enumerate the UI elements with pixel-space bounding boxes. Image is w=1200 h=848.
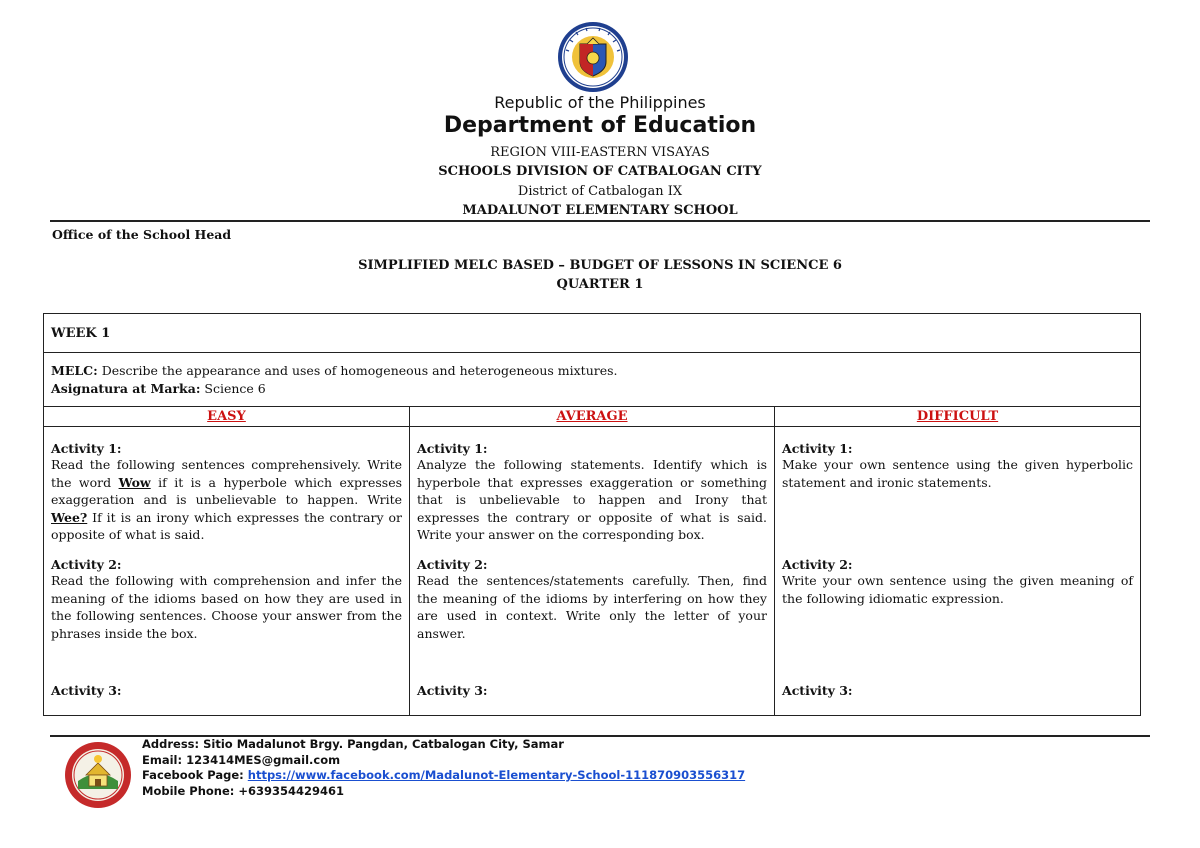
region-heading: REGION VIII-EASTERN VISAYAS (490, 145, 710, 160)
wee-word: Wee? (51, 509, 88, 525)
subject-label: Asignatura at Marka: (51, 380, 201, 396)
difficult-activity-2-text: Write your own sentence using the given meaning of the following idiomatic expression. (782, 573, 1133, 606)
document-title: SIMPLIFIED MELC BASED – BUDGET OF LESSONS IN SCIENCE 6 (358, 258, 842, 273)
melc-text: Describe the appearance and uses of homogeneous and heterogeneous mixtures. (101, 362, 618, 378)
footer-email: Email: 123414MES@gmail.com (142, 752, 341, 767)
average-activity-1-title: Activity 1: (417, 441, 488, 456)
level-difficult-heading: DIFFICULT (775, 407, 1141, 427)
facebook-link[interactable]: https://www.facebook.com/Madalunot-Elementary-School-111870903556317 (247, 768, 746, 782)
level-average-heading: AVERAGE (410, 407, 775, 427)
school-logo-icon (64, 741, 132, 809)
footer-phone: Mobile Phone: +639354429461 (142, 783, 345, 798)
header-divider (50, 220, 1150, 222)
easy-activity-1-title: Activity 1: (51, 441, 122, 456)
level-easy-heading: EASY (44, 407, 410, 427)
office-label: Office of the School Head (52, 227, 232, 242)
easy-activity-2-text: Read the following with comprehension and infer the meaning of the idioms based on how they are used in the following sentences. Choose your answer from the phrases inside the box. (51, 573, 402, 641)
easy-column (44, 427, 410, 716)
melc-label: MELC: (51, 362, 98, 378)
difficult-column (775, 427, 1141, 716)
difficult-activity-1-title: Activity 1: (782, 441, 853, 456)
quarter-label: QUARTER 1 (556, 277, 644, 292)
difficult-activity-1-text: Make your own sentence using the given hyperbolic statement and ironic statements. (782, 457, 1133, 490)
average-activity-3-title: Activity 3: (417, 683, 488, 698)
difficult-activity-3-title: Activity 3: (782, 683, 853, 698)
easy-activity-2-title: Activity 2: (51, 557, 122, 572)
footer-facebook: Facebook Page: https://www.facebook.com/Madalunot-Elementary-School-111870903556317 (142, 768, 746, 782)
average-column (410, 427, 775, 716)
subject-value: Science 6 (204, 380, 266, 396)
deped-seal-icon (556, 20, 630, 94)
average-activity-2-text: Read the sentences/statements carefully. Then, find the meaning of the idioms by interfering on how they are used in context. Write only the letter of your answer. (417, 573, 767, 641)
district-heading: District of Catbalogan IX (517, 184, 683, 199)
school-heading: MADALUNOT ELEMENTARY SCHOOL (462, 203, 738, 218)
average-activity-1-text: Analyze the following statements. Identify which is hyperbole that expresses exaggeration or something that is unbelievable to happen and Irony that expresses the contrary or opposite of what is said. Write your answer on the corresponding box. (417, 457, 767, 542)
difficult-activity-2-title: Activity 2: (782, 557, 853, 572)
department-heading: Department of Education (443, 113, 757, 138)
wow-word: Wow (118, 474, 151, 490)
melc-cell (44, 353, 1141, 407)
average-activity-2-title: Activity 2: (417, 557, 488, 572)
lesson-table (43, 313, 1141, 716)
footer-address: Address: Sitio Madalunot Brgy. Pangdan, Catbalogan City, Samar (142, 737, 564, 751)
week-label: WEEK 1 (44, 314, 1141, 353)
republic-heading: Republic of the Philippines (494, 93, 706, 112)
easy-activity-3-title: Activity 3: (51, 683, 122, 698)
footer-contact (142, 737, 745, 799)
easy-activity-1-text: Read the following sentences comprehensively. Write the word Wow if it is a hyperbole which expresses exaggeration and is unbelievable to happen. Write Wee? If it is an irony which expresses the contrary or opposite of what is said. (51, 457, 403, 542)
division-heading: SCHOOLS DIVISION OF CATBALOGAN CITY (438, 164, 762, 179)
